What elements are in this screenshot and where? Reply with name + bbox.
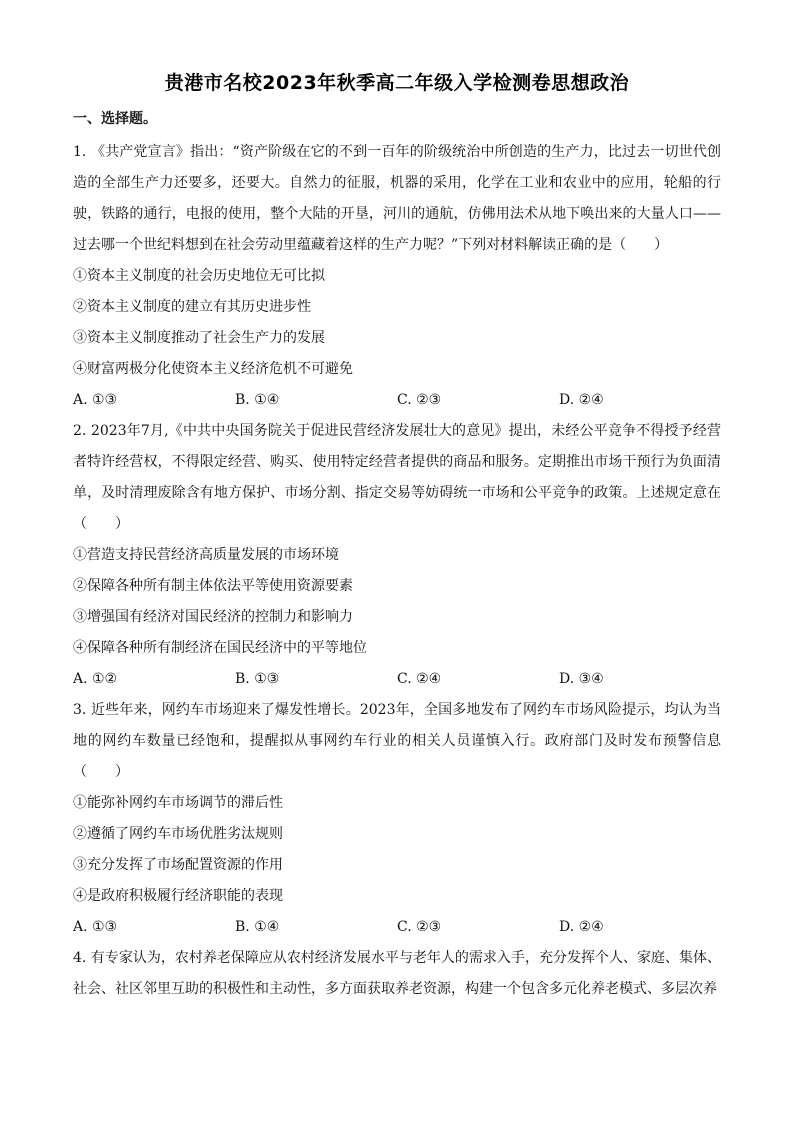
statement-option: ④财富两极分化使资本主义经济危机不可避免 [73,361,353,377]
statement-option: ④是政府积极履行经济职能的表现 [73,888,283,904]
statement-option: ②遵循了网约车市场优胜劣汰规则 [73,826,283,842]
choice-a: A. ①③ [73,919,118,935]
statement-option: ①能弥补网约车市场调节的滞后性 [73,795,283,811]
question-stem: 1. 《共产党宣言》指出：“资产阶级在它的不到一百年的阶级统治中所创造的生产力，比过去一切世代创造的全部生产力还要多，还要大。自然力的征服，机器的采用，化学在工业和农业中的应用，轮船的行驶，铁路的通行，电报的使用，整个大陆的开垦，河川的通航，仿佛用法术从地下唤出来的大量人口——过去哪一个世纪料想到在社会劳动里蕴藏着这样的生产力呢？”下列对材料解读正确的是（ ） [73,144,721,253]
answer-choices [73,664,721,695]
choice-b: B. ①④ [235,392,280,408]
question-list [73,137,721,1005]
choice-c: C. ②③ [397,919,442,935]
choice-c: C. ②④ [397,671,442,687]
question-1 [73,137,721,416]
question-stem: 4. 有专家认为，农村养老保障应从农村经济发展水平与老年人的需求入手，充分发挥个人、家庭、集体、社会、社区邻里互助的积极性和主动性，多方面获取养老资源，构建一个包含多元化养老模式、多层次养 [73,950,721,997]
statement-option: ③增强国有经济对国民经济的控制力和影响力 [73,609,353,625]
statement-option: ④保障各种所有制经济在国民经济中的平等地位 [73,640,367,656]
question-3 [73,695,721,943]
statement-option: ①资本主义制度的社会历史地位无可比拟 [73,268,325,284]
question-stem: 2. 2023年7月,《中共中央国务院关于促进民营经济发展壮大的意见》提出，未经公平竞争不得授予经营者特许经营权，不得限定经营、购买、使用特定经营者提供的商品和服务。定期推出市场干预行为负面清单，及时清理废除含有地方保护、市场分割、指定交易等妨碍统一市场和公平竞争的政策。上述规定意在（ ） [73,423,721,532]
question-stem: 3. 近些年来，网约车市场迎来了爆发性增长。2023年，全国多地发布了网约车市场风险提示，均认为当地的网约车数量已经饱和，提醒拟从事网约车行业的相关人员谨慎入行。政府部门及时发布预警信息（ ） [73,702,721,780]
page-title: 贵港市名校2023年秋季高二年级入学检测卷思想政治 [164,72,630,94]
statement-option: ③资本主义制度推动了社会生产力的发展 [73,330,325,346]
statement-option: ③充分发挥了市场配置资源的作用 [73,857,283,873]
choice-d: D. ③④ [559,671,604,687]
statement-option: ②保障各种所有制主体依法平等使用资源要素 [73,578,353,594]
statement-option: ②资本主义制度的建立有其历史进步性 [73,299,311,315]
choice-a: A. ①② [73,671,118,687]
choice-b: B. ①④ [235,919,280,935]
question-4 [73,943,721,1005]
statement-option: ①营造支持民营经济高质量发展的市场环境 [73,547,339,563]
answer-choices [73,385,721,416]
section-heading: 一、选择题。 [73,111,157,127]
answer-choices [73,912,721,943]
choice-c: C. ②③ [397,392,442,408]
choice-a: A. ①③ [73,392,118,408]
question-2 [73,416,721,695]
choice-d: D. ②④ [559,919,604,935]
choice-b: B. ①③ [235,671,280,687]
choice-d: D. ②④ [559,392,604,408]
